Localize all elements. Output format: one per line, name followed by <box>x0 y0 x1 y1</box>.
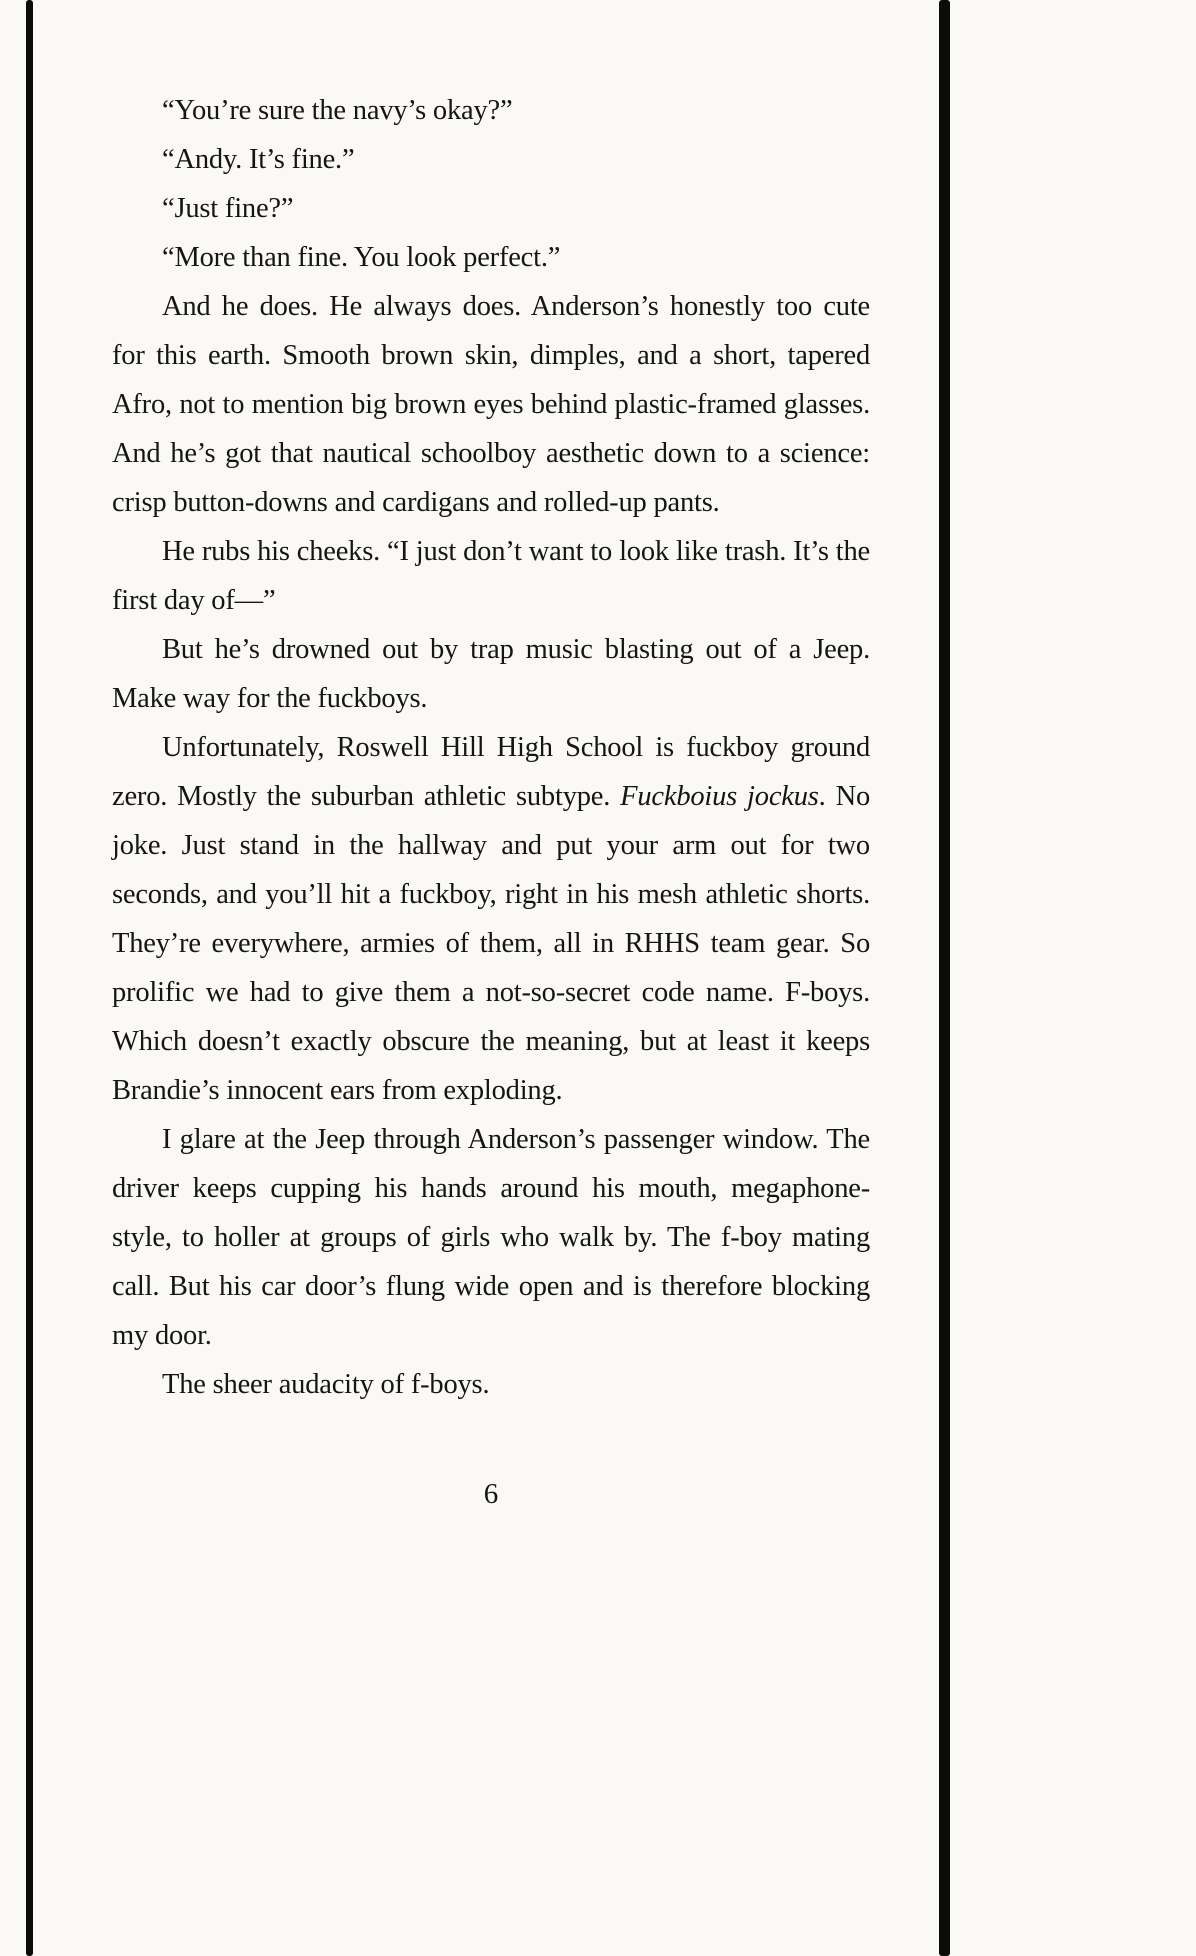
text-run: . No joke. Just stand in the hallway and put your arm out for two seconds, and you’ll hit a fuckboy, right in his mesh athletic shorts. They’re everywhere, armies of them, all in RHHS team gear. So prolific we had to give them a not-so-secret code name. F-boys. Which doesn’t exactly obscure the meaning, but at least it keeps Brandie’s innocent ears from exploding. <box>112 781 871 1106</box>
body-paragraph <box>112 282 870 527</box>
text-run: I glare at the Jeep through Anderson’s passenger window. The driver keeps cupping his hands around his mouth, megaphone-style, to holler at groups of girls who walk by. The f-boy mating call. But his car door’s flung wide open and is therefore blocking my door. <box>112 1124 870 1351</box>
body-paragraph <box>112 625 870 723</box>
dialogue-line <box>112 184 870 233</box>
dialogue-line <box>112 86 870 135</box>
dialogue-line <box>112 135 870 184</box>
text-run: He rubs his cheeks. “I just don’t want to look like trash. It’s the first day of—” <box>112 536 870 616</box>
text-run: “You’re sure the navy’s okay?” <box>162 95 513 126</box>
dialogue-line <box>112 233 870 282</box>
text-run: “Just fine?” <box>162 193 294 224</box>
scan-edge-left <box>26 0 33 1956</box>
text-run: The sheer audacity of f-boys. <box>162 1369 490 1400</box>
body-paragraph <box>112 1360 870 1409</box>
page-number: 6 <box>483 1478 499 1510</box>
italic-phrase: Fuckboius jockus <box>620 781 819 812</box>
text-run: “More than fine. You look perfect.” <box>162 242 561 273</box>
scan-edge-right <box>939 0 950 1956</box>
page-text <box>112 86 870 1409</box>
text-run: And he does. He always does. Anderson’s honestly too cute for this earth. Smooth brown skin, dimples, and a short, tapered Afro, not to mention big brown eyes behind plastic-framed glasses. And he’s got that nautical schoolboy aesthetic down to a science: crisp button-downs and cardigans and rolled-up pants. <box>112 291 870 518</box>
body-paragraph <box>112 527 870 625</box>
text-run: Unfortunately, Roswell Hill High School is fuckboy ground zero. Mostly the suburban athletic subtype. <box>112 732 870 812</box>
body-paragraph <box>112 723 870 1115</box>
text-run: But he’s drowned out by trap music blasting out of a Jeep. Make way for the fuckboys. <box>112 634 870 714</box>
text-run: “Andy. It’s fine.” <box>162 144 355 175</box>
body-paragraph <box>112 1115 870 1360</box>
